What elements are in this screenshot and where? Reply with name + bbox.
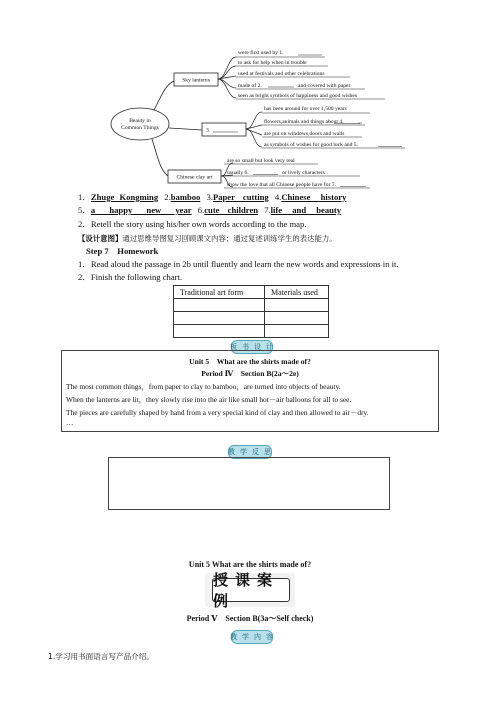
mind-map-center-line2: Common Things	[121, 125, 159, 131]
sky-item-1: were first used by 1.	[238, 50, 284, 56]
node-sky-lanterns-label: Sky lanterns	[182, 77, 210, 84]
board-design-box	[61, 350, 439, 432]
table-cell	[265, 312, 329, 325]
table-header-materials: Materials used	[265, 286, 329, 299]
answer-num-7: 7.	[264, 205, 271, 215]
sky-item-5: seen as bright symbols of happiness and good wishes	[238, 93, 358, 99]
answer-num-1: 1．	[78, 192, 91, 202]
design-intent-label: 【设计意图】	[78, 234, 123, 243]
answer-num-5: 5．	[78, 205, 91, 215]
sky-item-4b: and covered with paper	[298, 83, 351, 89]
table-cell	[174, 325, 265, 338]
sky-item-4a: made of 2.	[238, 83, 262, 89]
pill-char: 板	[230, 343, 238, 351]
answer-7: life and beauty	[270, 205, 342, 215]
pill-char: 教	[228, 448, 236, 456]
pill-char: 书	[242, 343, 250, 351]
board-title: Unit 5 What are the shirts made of?	[189, 357, 311, 366]
mid-item-2: flowers,animals and things about 4.	[264, 119, 344, 125]
pill-char: 计	[266, 343, 274, 351]
answer-num-4: 4.	[274, 192, 282, 202]
mind-map-center-line1: Beauty in	[129, 118, 151, 124]
table-cell	[265, 299, 329, 312]
pill-char: 学	[240, 448, 248, 456]
mind-map	[0, 0, 500, 200]
mid-item-4: as symbols of wishes for good luck and 5.	[264, 142, 358, 148]
table-cell	[174, 299, 265, 312]
objective-1: 1.学习用书面语言写产品介绍。	[48, 652, 154, 661]
clay-item-2b: or lively characters	[282, 170, 325, 176]
table-row	[174, 312, 329, 325]
answers-line-1	[78, 192, 478, 203]
answer-num-3: 3.	[206, 192, 213, 202]
board-line-2: When the lanterns are lit，they slowly rise into the air like small hot－air balloons for all to see.	[66, 395, 352, 404]
node-clay-label: Chinese clay art	[176, 174, 213, 181]
pill-char: 教	[230, 633, 238, 641]
table-row	[174, 325, 329, 338]
materials-table	[173, 285, 329, 338]
pill-char: 反	[252, 448, 260, 456]
pill-char: 容	[266, 633, 274, 641]
unit-title: Unit 5 What are the shirts made of?	[188, 560, 312, 569]
step7-heading: Step 7 Homework	[86, 246, 159, 256]
homework-item-1: 1．Read aloud the passage in 2b until fluently and learn the new words and expressions in it.	[78, 259, 399, 269]
pill-char: 设	[254, 343, 262, 351]
mid-item-1: has been around for over 1,500 years	[264, 106, 347, 112]
table-header-row	[174, 286, 329, 299]
board-line-4: …	[66, 418, 74, 427]
answer-5: a happy new year	[90, 205, 192, 215]
answer-num-6: 6.	[197, 205, 205, 215]
pill-char: 思	[264, 448, 272, 456]
homework-item-2: 2．Finish the following chart.	[78, 272, 183, 282]
pill-char: 内	[254, 633, 262, 641]
clay-item-1: are so small but look very real	[227, 158, 295, 164]
design-intent-text: 通过思维导图复习回顾课文内容；通过复述训练学生的表达能力。	[122, 234, 337, 243]
design-intent	[78, 233, 337, 244]
answer-6: cute children	[204, 205, 259, 215]
table-header-art-form: Traditional art form	[174, 286, 265, 299]
retell-instruction: 2．Retell the story using his/her own words according to the map.	[78, 219, 307, 229]
answer-4: Chinese history	[281, 192, 347, 202]
teaching-reflection-box	[108, 457, 390, 510]
answer-num-2: 2.	[164, 192, 171, 202]
sky-item-3: used at festivals and other celebrations	[238, 71, 325, 77]
answer-2: bamboo	[170, 192, 201, 202]
board-line-1: The most common things，from paper to clay to bamboo，are turned into objects of beauty.	[66, 382, 341, 391]
table-cell	[174, 312, 265, 325]
table-cell	[265, 325, 329, 338]
answer-3: Paper cutting	[212, 192, 269, 202]
mind-map-center-node	[111, 108, 169, 140]
clay-item-2a: usually 6.	[227, 170, 249, 176]
sky-item-2: to ask for help when in trouble	[238, 60, 307, 66]
teaching-content-label	[231, 630, 273, 644]
answer-1: Zhuge Kongming	[90, 192, 159, 202]
board-line-3: The pieces are carefully shaped by hand from a very special kind of clay and then allowed to air－dry.	[66, 408, 369, 417]
teaching-case-banner: 授课案例	[212, 578, 290, 602]
answers-line-2	[78, 205, 478, 216]
mid-item-3: are put on windows,doors and walls	[264, 131, 345, 137]
pill-char: 学	[242, 633, 250, 641]
clay-item-3: show the love that all Chinese people have for 7.	[227, 182, 337, 188]
table-row	[174, 299, 329, 312]
node-3-label: 3.	[206, 127, 211, 134]
period-5-heading: Period Ⅴ Section B(3a～Self check)	[186, 614, 314, 623]
board-period: Period Ⅳ Section B(2a～2e)	[201, 369, 299, 378]
